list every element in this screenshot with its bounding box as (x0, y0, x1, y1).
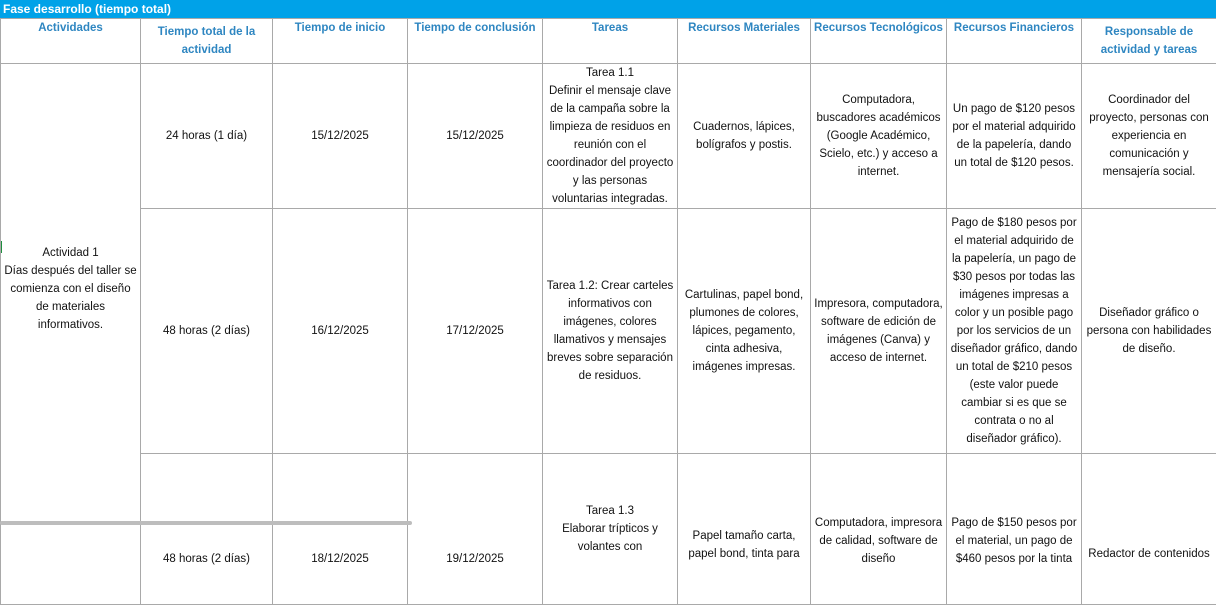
header-tiempo-conclusion[interactable]: Tiempo de conclusión (408, 19, 543, 64)
header-tiempo-inicio[interactable]: Tiempo de inicio (273, 19, 408, 64)
cell-inicio[interactable]: 15/12/2025 (273, 64, 408, 209)
task-title: Tarea 1.3 (545, 502, 675, 520)
cell-materiales[interactable]: Cartulinas, papel bond, plumones de colores, lápices, pegamento, cinta adhesiva, imágenes impresas. (678, 209, 811, 454)
header-actividades[interactable]: Actividades (1, 19, 141, 64)
activity-description: Días después del taller se comienza con el diseño de materiales informativos. (3, 262, 138, 334)
cell-responsable[interactable]: Coordinador del proyecto, personas con experiencia en comunicación y mensajería social. (1082, 64, 1216, 209)
cell-tecnologicos[interactable]: Impresora, computadora, software de edición de imágenes (Canva) y acceso de internet. (811, 209, 947, 454)
cell-tiempo-total[interactable] (141, 454, 273, 605)
header-recursos-financieros[interactable]: Recursos Financieros (947, 19, 1082, 64)
cell-financieros[interactable]: Pago de $180 pesos por el material adquirido de la papelería, un pago de $30 pesos por todas las imágenes impresas a color y un posible pago por los servicios de un diseñador gráfico, dando un total de $210 pesos (este valor puede cambiar si es que se contrata o no al diseñador gráfico). (947, 209, 1082, 454)
cell-text: Redactor de contenidos (1088, 548, 1209, 560)
horizontal-scrollbar[interactable] (0, 521, 412, 525)
cell-tarea[interactable] (543, 454, 678, 605)
header-tiempo-total[interactable]: Tiempo total de la actividad (141, 19, 273, 64)
cell-tiempo-total[interactable]: 48 horas (2 días) (141, 209, 273, 454)
cell-tecnologicos[interactable] (811, 454, 947, 605)
header-row (1, 19, 1216, 64)
cell-text: Papel tamaño carta, papel bond, tinta para (688, 530, 799, 560)
task-text: Definir el mensaje clave de la campaña sobre la limpieza de residuos en reunión con el coordinador del proyecto y las personas voluntarias integradas. (545, 82, 675, 208)
cell-financieros[interactable] (947, 454, 1082, 605)
cell-text: Pago de $150 pesos por el material, un pago de $460 pesos por la tinta (951, 517, 1076, 565)
cell-responsable[interactable]: Diseñador gráfico o persona con habilidades de diseño. (1082, 209, 1216, 454)
cell-text: 19/12/2025 (446, 553, 504, 565)
cell-text: 48 horas (2 días) (163, 553, 250, 565)
header-responsable[interactable]: Responsable de actividad y tareas (1082, 19, 1216, 64)
cell-inicio[interactable]: 16/12/2025 (273, 209, 408, 454)
activity-title: Actividad 1 (3, 244, 138, 262)
header-recursos-materiales[interactable]: Recursos Materiales (678, 19, 811, 64)
cell-text: 18/12/2025 (311, 553, 369, 565)
cell-tarea[interactable] (543, 64, 678, 209)
cell-conclusion[interactable]: 17/12/2025 (408, 209, 543, 454)
cell-conclusion[interactable]: 15/12/2025 (408, 64, 543, 209)
table-row (1, 64, 1216, 209)
cell-responsable[interactable] (1082, 454, 1216, 605)
cell-materiales[interactable] (678, 454, 811, 605)
development-phase-table (0, 18, 1216, 605)
cell-tiempo-total[interactable]: 24 horas (1 día) (141, 64, 273, 209)
cell-materiales[interactable]: Cuadernos, lápices, bolígrafos y postis. (678, 64, 811, 209)
header-recursos-tecnologicos[interactable]: Recursos Tecnológicos (811, 19, 947, 64)
cell-inicio[interactable] (273, 454, 408, 605)
cell-conclusion[interactable] (408, 454, 543, 605)
section-title-bar (0, 0, 1216, 18)
cell-tarea[interactable]: Tarea 1.2: Crear carteles informativos con imágenes, colores llamativos y mensajes breves sobre separación de residuos. (543, 209, 678, 454)
task-text: Elaborar trípticos y volantes con (545, 520, 675, 556)
cell-text: Computadora, impresora de calidad, software de diseño (815, 517, 942, 565)
section-title: Fase desarrollo (tiempo total) (3, 2, 171, 16)
cell-tecnologicos[interactable]: Computadora, buscadores académicos (Google Académico, Scielo, etc.) y acceso a internet. (811, 64, 947, 209)
task-title: Tarea 1.1 (545, 64, 675, 82)
table-row (1, 209, 1216, 454)
header-tareas[interactable]: Tareas (543, 19, 678, 64)
cell-financieros[interactable]: Un pago de $120 pesos por el material adquirido de la papelería, dando un total de $120 pesos. (947, 64, 1082, 209)
table-row (1, 454, 1216, 605)
